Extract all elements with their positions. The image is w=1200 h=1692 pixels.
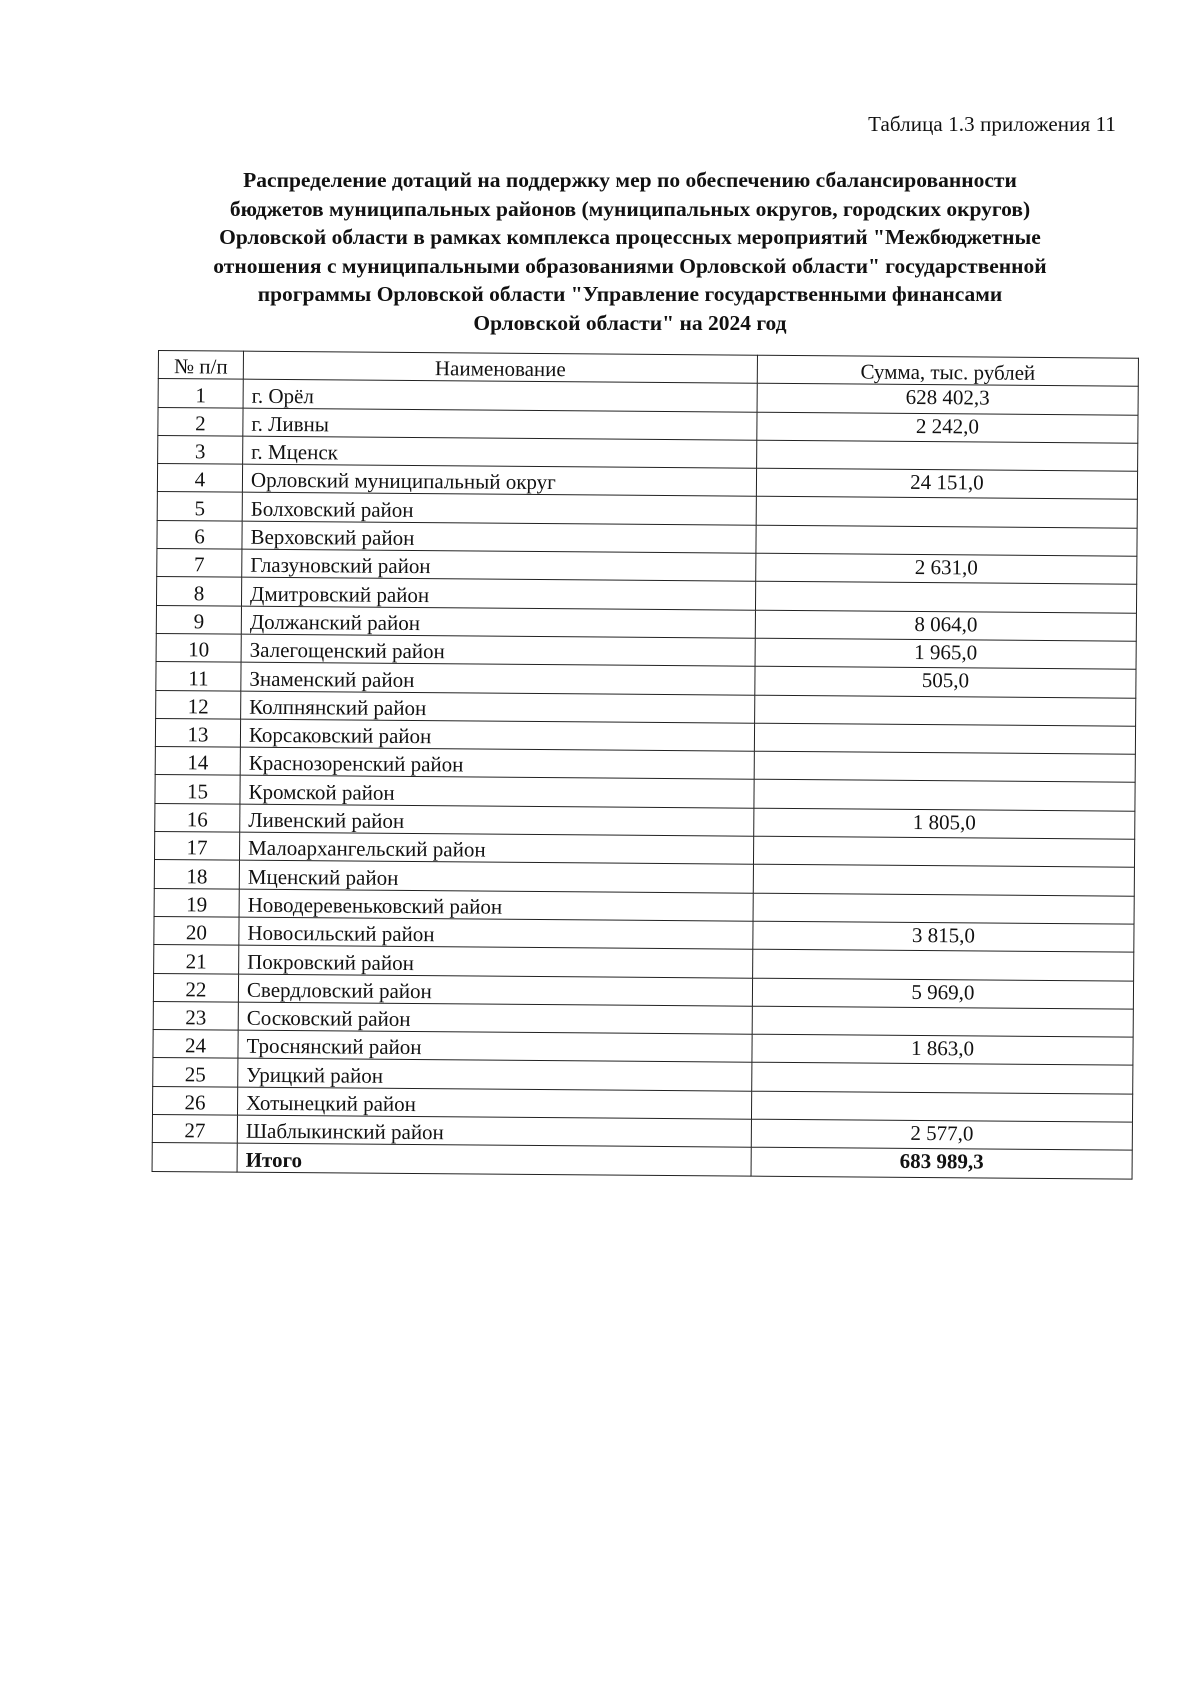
- header-sum: Сумма, тыс. рублей: [757, 355, 1138, 386]
- sum-cell: 1 965,0: [755, 638, 1136, 669]
- name-cell: Троснянский район: [238, 1030, 752, 1062]
- sum-cell: [754, 723, 1135, 754]
- sum-cell: 24 151,0: [756, 468, 1137, 499]
- name-cell: Ливенский район: [240, 804, 754, 836]
- number-cell: 18: [154, 860, 239, 889]
- distribution-table: [152, 350, 1139, 1179]
- sum-cell: [753, 865, 1134, 896]
- sum-cell: [752, 1006, 1133, 1037]
- name-cell: г. Мценск: [243, 436, 757, 468]
- document-title: [150, 166, 1110, 337]
- title-line: бюджетов муниципальных районов (муниципальных округов, городских округов): [229, 196, 1031, 221]
- sum-cell: 1 863,0: [752, 1034, 1133, 1065]
- sum-cell: [756, 497, 1137, 528]
- name-cell: Дмитровский район: [241, 578, 755, 610]
- name-cell: Глазуновский район: [242, 549, 756, 581]
- sum-cell: [756, 525, 1137, 556]
- number-cell: 25: [153, 1058, 238, 1087]
- sum-cell: 628 402,3: [757, 384, 1138, 415]
- number-cell: 4: [157, 464, 242, 493]
- name-cell: Краснозоренский район: [240, 747, 754, 779]
- name-cell: Кромской район: [240, 776, 754, 808]
- name-cell: Хотынецкий район: [237, 1087, 751, 1119]
- name-cell: Свердловский район: [238, 974, 752, 1006]
- name-cell: Мценский район: [239, 860, 753, 892]
- header-name: Наименование: [243, 351, 757, 383]
- sum-cell: [754, 751, 1135, 782]
- number-cell: 15: [155, 775, 240, 804]
- sum-cell: 5 969,0: [752, 978, 1133, 1009]
- number-cell: 1: [158, 379, 243, 408]
- number-cell: 2: [158, 407, 243, 436]
- number-cell: 6: [157, 520, 242, 549]
- name-cell: Корсаковский район: [240, 719, 754, 751]
- title-line: отношения с муниципальными образованиями Орловской области" государственной: [213, 253, 1047, 278]
- header-number: № п/п: [158, 351, 243, 380]
- number-cell: 12: [156, 690, 241, 719]
- sum-cell: [755, 695, 1136, 726]
- sum-cell: [753, 949, 1134, 980]
- sum-cell: 2 631,0: [756, 553, 1137, 584]
- name-cell: Должанский район: [241, 606, 755, 638]
- sum-cell: 2 577,0: [751, 1119, 1132, 1150]
- number-cell: 16: [155, 803, 240, 832]
- sum-cell: 8 064,0: [755, 610, 1136, 641]
- name-cell: Знаменский район: [241, 662, 755, 694]
- sum-cell: [757, 440, 1138, 471]
- number-cell: 26: [152, 1086, 237, 1115]
- sum-cell: [753, 836, 1134, 867]
- title-line: Орловской области" на 2024 год: [473, 310, 787, 335]
- table-body: [152, 379, 1138, 1179]
- sum-cell: [755, 582, 1136, 613]
- title-line: Орловской области в рамках комплекса процессных мероприятий "Межбюджетные: [219, 225, 1041, 249]
- sum-cell: [754, 780, 1135, 811]
- number-cell: 19: [154, 888, 239, 917]
- name-cell: Новосильский район: [239, 917, 753, 949]
- name-cell: Залегощенский район: [241, 634, 755, 666]
- number-cell: 22: [153, 973, 238, 1002]
- sum-cell: [753, 893, 1134, 924]
- name-cell: Сосковский район: [238, 1002, 752, 1034]
- sum-cell: 505,0: [755, 666, 1136, 697]
- number-cell: 13: [155, 718, 240, 747]
- name-cell: Орловский муниципальный округ: [242, 464, 756, 496]
- sum-cell: [752, 1063, 1133, 1094]
- title-line: программы Орловской области "Управление государственными финансами: [257, 282, 1003, 306]
- name-cell: Новодеревеньковский район: [239, 889, 753, 921]
- name-cell: Покровский район: [239, 945, 753, 977]
- name-cell: Шаблыкинский район: [237, 1115, 751, 1147]
- appendix-label: Таблица 1.3 приложения 11: [868, 112, 1116, 136]
- total-sum-cell: 683 989,3: [751, 1147, 1132, 1178]
- name-cell: Болховский район: [242, 493, 756, 525]
- number-cell: 14: [155, 747, 240, 776]
- number-cell: 5: [157, 492, 242, 521]
- total-number-cell: [152, 1143, 237, 1172]
- number-cell: 3: [158, 435, 243, 464]
- number-cell: 9: [156, 605, 241, 634]
- number-cell: 20: [154, 916, 239, 945]
- name-cell: г. Ливны: [243, 408, 757, 440]
- number-cell: 24: [153, 1030, 238, 1059]
- number-cell: 17: [154, 832, 239, 861]
- sum-cell: 1 805,0: [754, 808, 1135, 839]
- title-line: Распределение дотаций на поддержку мер по обеспечению сбалансированности: [243, 168, 1017, 192]
- sum-cell: 2 242,0: [757, 412, 1138, 443]
- sum-cell: [751, 1091, 1132, 1122]
- number-cell: 21: [154, 945, 239, 974]
- name-cell: Верховский район: [242, 521, 756, 553]
- number-cell: 10: [156, 633, 241, 662]
- name-cell: Урицкий район: [238, 1059, 752, 1091]
- number-cell: 8: [156, 577, 241, 606]
- total-name-cell: Итого: [237, 1143, 751, 1175]
- sum-cell: 3 815,0: [753, 921, 1134, 952]
- name-cell: Малоархангельский район: [239, 832, 753, 864]
- number-cell: 11: [156, 662, 241, 691]
- number-cell: 27: [152, 1114, 237, 1143]
- number-cell: 23: [153, 1001, 238, 1030]
- number-cell: 7: [157, 549, 242, 578]
- name-cell: Колпнянский район: [241, 691, 755, 723]
- name-cell: г. Орёл: [243, 379, 757, 411]
